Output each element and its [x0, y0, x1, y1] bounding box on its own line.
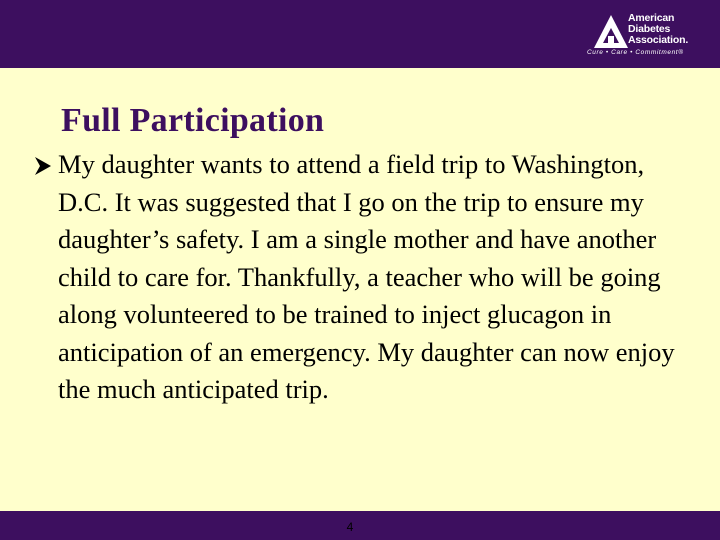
ada-triangle-logo-icon [593, 14, 629, 50]
slide-title: Full Participation [61, 102, 325, 139]
bullet-text: My daughter wants to attend a field trip to Washington, D.C. It was suggested that I go on the trip to ensure my daughter’s safety. I am a single mother and have another child to care for. Thankfully, a teacher who will be going along volunteered to be trained to inject glucagon in anticipation of an emergency. My daughter can now enjoy the much anticipated trip. [58, 149, 675, 404]
logo-name-line: Association. [628, 34, 689, 46]
logo-name-line: American [628, 12, 675, 24]
logo-name-line: Diabetes [628, 23, 671, 35]
header-bar [0, 0, 720, 68]
ada-logo [585, 12, 715, 62]
logo-tagline: Cure • Care • Commitment® [587, 49, 684, 56]
arrow-bullet-icon [34, 156, 52, 176]
logo-name [628, 13, 688, 46]
footer-bar [0, 511, 720, 540]
bullet-item [34, 146, 694, 409]
page-number: 4 [346, 520, 354, 534]
